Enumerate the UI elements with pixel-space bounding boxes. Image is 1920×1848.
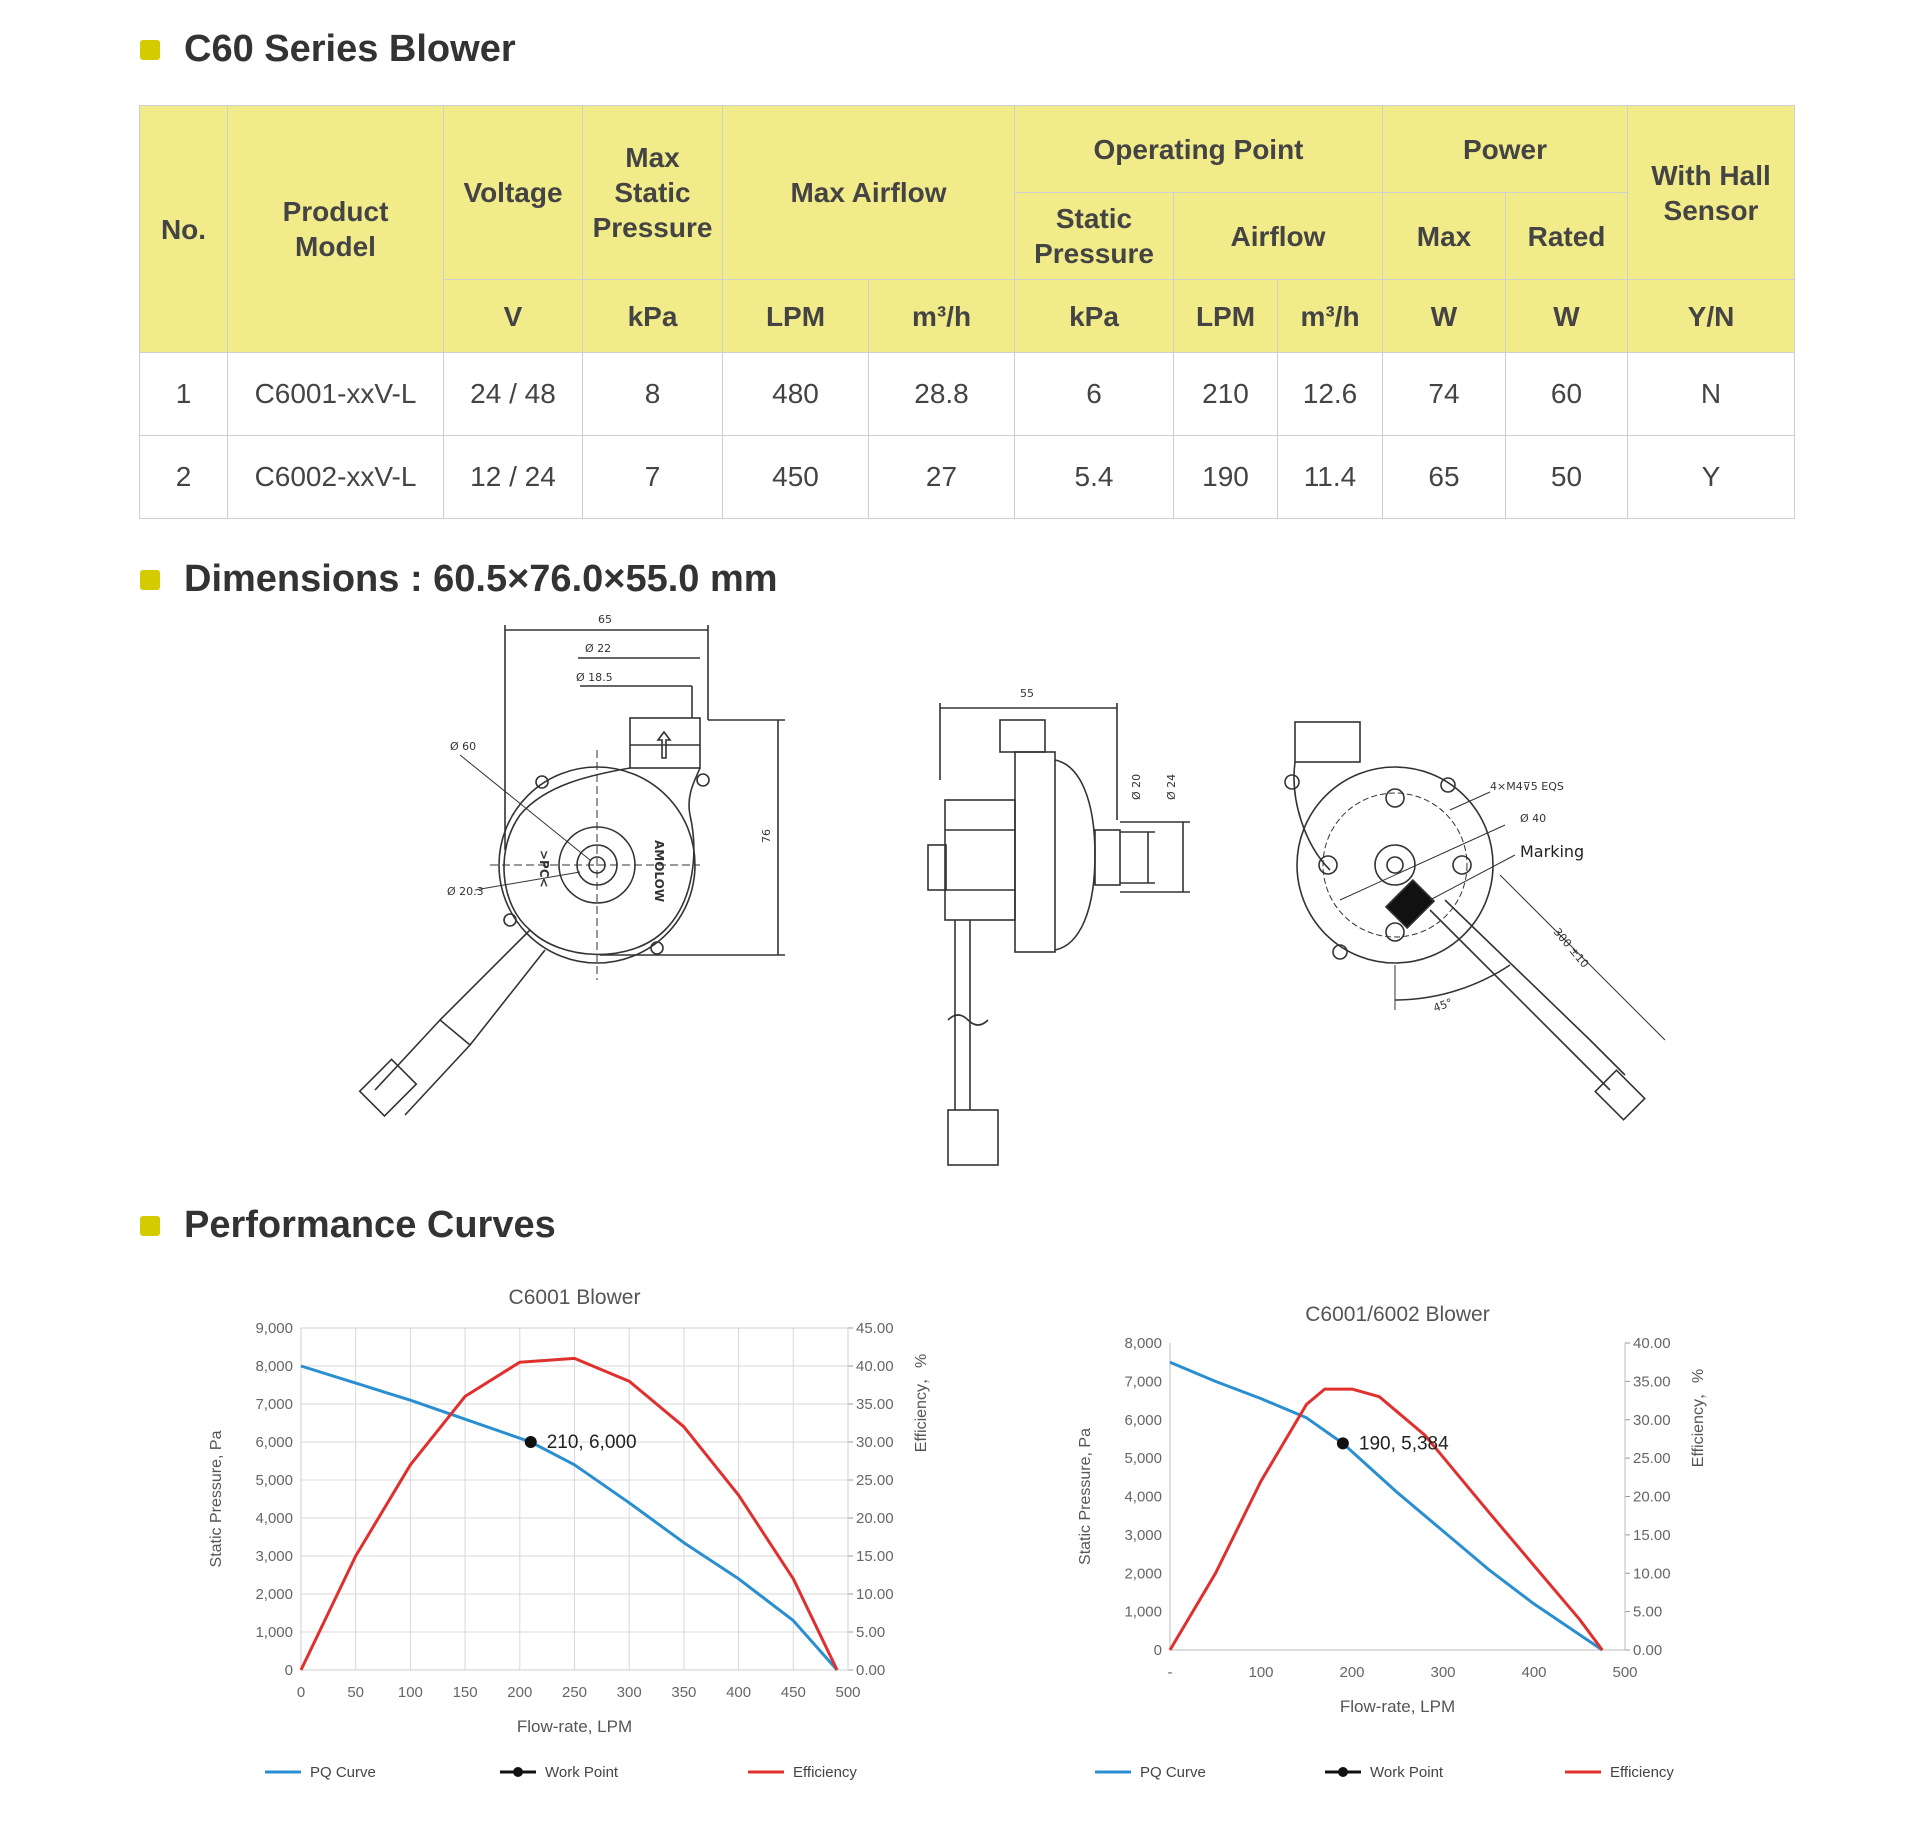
back-angle-label: 45° <box>1431 995 1455 1015</box>
chart-c6001-6002 <box>1060 1285 1760 1790</box>
table-cell: 74 <box>1383 353 1506 436</box>
y2-tick-label: 15.00 <box>856 1548 894 1565</box>
y-axis-label: Static Pressure, Pa <box>208 1430 225 1568</box>
table-cell: 5.4 <box>1015 436 1174 519</box>
x-tick-label: 300 <box>1430 1664 1456 1681</box>
back-d40-label: Ø 40 <box>1520 812 1547 825</box>
table-row <box>140 353 1795 436</box>
table-cell: 1 <box>140 353 228 436</box>
legend-label-pq-curve: PQ Curve <box>1140 1764 1206 1781</box>
pq-curve-line <box>1170 1362 1602 1650</box>
y-tick-label: 4,000 <box>1124 1488 1162 1506</box>
y-tick-label: 4,000 <box>255 1510 293 1527</box>
y-tick-label: 0 <box>284 1662 293 1679</box>
table-cell: 210 <box>1174 353 1278 436</box>
front-d185-label: Ø 18.5 <box>576 671 613 684</box>
legend-label-pq-curve: PQ Curve <box>310 1764 376 1781</box>
unit-cell: m³/h <box>1278 280 1383 353</box>
y-tick-label: 7,000 <box>255 1396 293 1413</box>
unit-cell: kPa <box>1015 280 1174 353</box>
y-tick-label: 2,000 <box>255 1586 293 1603</box>
y2-tick-label: 35.00 <box>1633 1373 1671 1391</box>
unit-cell: Y/N <box>1628 280 1795 353</box>
performance-section-title <box>140 1204 556 1247</box>
x-tick-label: 250 <box>561 1684 588 1701</box>
legend-marker-work-point <box>1338 1767 1348 1777</box>
table-cell: Y <box>1628 436 1795 519</box>
legend-label-efficiency: Efficiency <box>793 1764 857 1781</box>
y2-tick-label: 5.00 <box>1633 1603 1663 1621</box>
table-cell: 7 <box>583 436 723 519</box>
header-operating-point: Operating Point <box>1015 106 1383 193</box>
x-tick-label: 500 <box>835 1684 861 1701</box>
table-cell: N <box>1628 353 1795 436</box>
y2-axis-label: Efficiency，% <box>1690 1368 1707 1468</box>
y-tick-label: 5,000 <box>1124 1450 1162 1468</box>
x-axis-label: Flow-rate, LPM <box>1339 1697 1456 1716</box>
y2-tick-label: 35.00 <box>856 1396 894 1413</box>
legend-label-efficiency: Efficiency <box>1610 1764 1674 1781</box>
x-tick-label: 100 <box>1248 1664 1274 1681</box>
back-view-drawing <box>1285 722 1665 1120</box>
front-width-label: 65 <box>598 613 612 626</box>
legend-label-work-point: Work Point <box>1370 1764 1444 1781</box>
svg-text:>PC<: >PC< <box>537 850 551 888</box>
performance-heading: Performance Curves <box>184 1204 556 1246</box>
section-bullet <box>140 570 160 590</box>
y-tick-label: 0 <box>1153 1642 1162 1659</box>
y-tick-label: 7,000 <box>1124 1373 1162 1391</box>
dimensions-section-title <box>140 558 778 601</box>
table-cell: 12.6 <box>1278 353 1383 436</box>
work-point-annotation: 190, 5,384 <box>1358 1433 1449 1455</box>
y2-tick-label: 10.00 <box>1633 1565 1671 1583</box>
chart-c6001 <box>180 1270 960 1790</box>
table-row <box>140 436 1795 519</box>
x-tick-label: 300 <box>616 1684 642 1701</box>
unit-cell: V <box>444 280 583 353</box>
y-tick-label: 3,000 <box>255 1548 293 1565</box>
y2-tick-label: 20.00 <box>1633 1488 1671 1506</box>
y-tick-label: 5,000 <box>255 1472 293 1489</box>
table-cell: 65 <box>1383 436 1506 519</box>
back-screws-label: 4×M4⊽5 EQS <box>1490 780 1564 793</box>
y2-tick-label: 0.00 <box>856 1662 886 1679</box>
header-op-static-pressure: Static Pressure <box>1015 193 1174 280</box>
header-power-rated: Rated <box>1506 193 1628 280</box>
table-cell: C6002-xxV-L <box>228 436 444 519</box>
header-voltage: Voltage <box>444 106 583 280</box>
front-d22-label: Ø 22 <box>585 642 612 655</box>
header-power-max: Max <box>1383 193 1506 280</box>
y-tick-label: 1,000 <box>1124 1603 1162 1621</box>
table-cell: 11.4 <box>1278 436 1383 519</box>
side-view-drawing <box>928 687 1190 1165</box>
y2-tick-label: 45.00 <box>856 1320 894 1337</box>
side-depth-label: 55 <box>1020 687 1034 700</box>
x-tick-label: 350 <box>671 1684 697 1701</box>
front-d203-label: Ø 20.3 <box>447 885 484 898</box>
work-point-annotation: 210, 6,000 <box>546 1432 637 1453</box>
table-cell: 480 <box>723 353 869 436</box>
x-tick-label: 150 <box>452 1684 478 1701</box>
x-tick-label: 50 <box>347 1684 365 1701</box>
x-tick-label: - <box>1167 1664 1173 1681</box>
front-height-label: 76 <box>760 829 773 843</box>
table-cell: 190 <box>1174 436 1278 519</box>
section-bullet <box>140 1216 160 1236</box>
side-d24-label: Ø 24 <box>1165 773 1178 800</box>
header-no: No. <box>140 106 228 353</box>
work-point-marker <box>1337 1437 1349 1449</box>
table-cell: C6001-xxV-L <box>228 353 444 436</box>
x-tick-label: 400 <box>1521 1664 1547 1681</box>
front-d60-label: Ø 60 <box>450 740 477 753</box>
y2-tick-label: 40.00 <box>856 1358 894 1375</box>
x-tick-label: 0 <box>296 1684 306 1701</box>
y2-tick-label: 5.00 <box>856 1624 886 1641</box>
work-point-marker <box>525 1436 537 1448</box>
table-cell: 8 <box>583 353 723 436</box>
spec-table <box>139 105 1795 519</box>
y2-tick-label: 10.00 <box>856 1586 894 1603</box>
y-tick-label: 9,000 <box>255 1320 293 1337</box>
table-cell: 28.8 <box>869 353 1015 436</box>
unit-cell: m³/h <box>869 280 1015 353</box>
y2-tick-label: 30.00 <box>856 1434 894 1451</box>
y-axis-label: Static Pressure, Pa <box>1077 1428 1094 1565</box>
unit-cell: kPa <box>583 280 723 353</box>
y-tick-label: 8,000 <box>1124 1335 1162 1352</box>
y-tick-label: 6,000 <box>255 1434 293 1451</box>
y2-tick-label: 15.00 <box>1633 1526 1671 1544</box>
y2-tick-label: 25.00 <box>856 1472 894 1489</box>
table-cell: 60 <box>1506 353 1628 436</box>
dimensions-heading: Dimensions : 60.5×76.0×55.0 mm <box>184 558 778 600</box>
y-tick-label: 8,000 <box>255 1358 293 1375</box>
side-d20-label: Ø 20 <box>1130 773 1143 800</box>
series-section-title <box>140 28 516 71</box>
y2-tick-label: 40.00 <box>1633 1335 1671 1352</box>
unit-cell: W <box>1506 280 1628 353</box>
back-marking-label: Marking <box>1520 842 1585 861</box>
legend-marker-work-point <box>513 1767 523 1777</box>
table-cell: 6 <box>1015 353 1174 436</box>
front-brand-label: AMOLOW <box>652 840 666 903</box>
y2-tick-label: 25.00 <box>1633 1450 1671 1468</box>
front-view-drawing <box>360 613 785 1116</box>
table-cell: 24 / 48 <box>444 353 583 436</box>
unit-cell: LPM <box>1174 280 1278 353</box>
y-tick-label: 3,000 <box>1124 1526 1162 1544</box>
header-hall-sensor: With Hall Sensor <box>1628 106 1795 280</box>
series-heading: C60 Series Blower <box>184 28 516 70</box>
header-power: Power <box>1383 106 1628 193</box>
legend-label-work-point: Work Point <box>545 1764 619 1781</box>
x-tick-label: 500 <box>1612 1664 1638 1681</box>
chart-title: C6001 Blower <box>508 1286 641 1309</box>
table-cell: 50 <box>1506 436 1628 519</box>
header-model: Product Model <box>228 106 444 353</box>
y2-tick-label: 20.00 <box>856 1510 894 1527</box>
y-tick-label: 6,000 <box>1124 1411 1162 1429</box>
chart-title: C6001/6002 Blower <box>1305 1303 1490 1326</box>
header-max-static-pressure: Max Static Pressure <box>583 106 723 280</box>
x-axis-label: Flow-rate, LPM <box>516 1717 633 1736</box>
x-tick-label: 100 <box>397 1684 423 1701</box>
x-tick-label: 200 <box>507 1684 533 1701</box>
header-max-airflow: Max Airflow <box>723 106 1015 280</box>
back-cable-label: 300 ±10 <box>1550 925 1592 971</box>
efficiency-curve-line <box>1170 1389 1602 1650</box>
unit-cell: W <box>1383 280 1506 353</box>
table-cell: 450 <box>723 436 869 519</box>
y2-tick-label: 0.00 <box>1633 1642 1663 1659</box>
y-tick-label: 2,000 <box>1124 1565 1162 1583</box>
x-tick-label: 400 <box>726 1684 752 1701</box>
unit-cell: LPM <box>723 280 869 353</box>
y-tick-label: 1,000 <box>255 1624 293 1641</box>
x-tick-label: 200 <box>1339 1664 1365 1681</box>
table-cell: 12 / 24 <box>444 436 583 519</box>
table-cell: 2 <box>140 436 228 519</box>
table-cell: 27 <box>869 436 1015 519</box>
y2-tick-label: 30.00 <box>1633 1411 1671 1429</box>
dimension-drawings <box>0 600 1920 1180</box>
header-row-1 <box>140 106 1795 193</box>
header-op-airflow: Airflow <box>1174 193 1383 280</box>
x-tick-label: 450 <box>780 1684 806 1701</box>
efficiency-curve-line <box>301 1358 837 1670</box>
y2-axis-label: Efficiency，% <box>913 1353 930 1453</box>
section-bullet <box>140 40 160 60</box>
